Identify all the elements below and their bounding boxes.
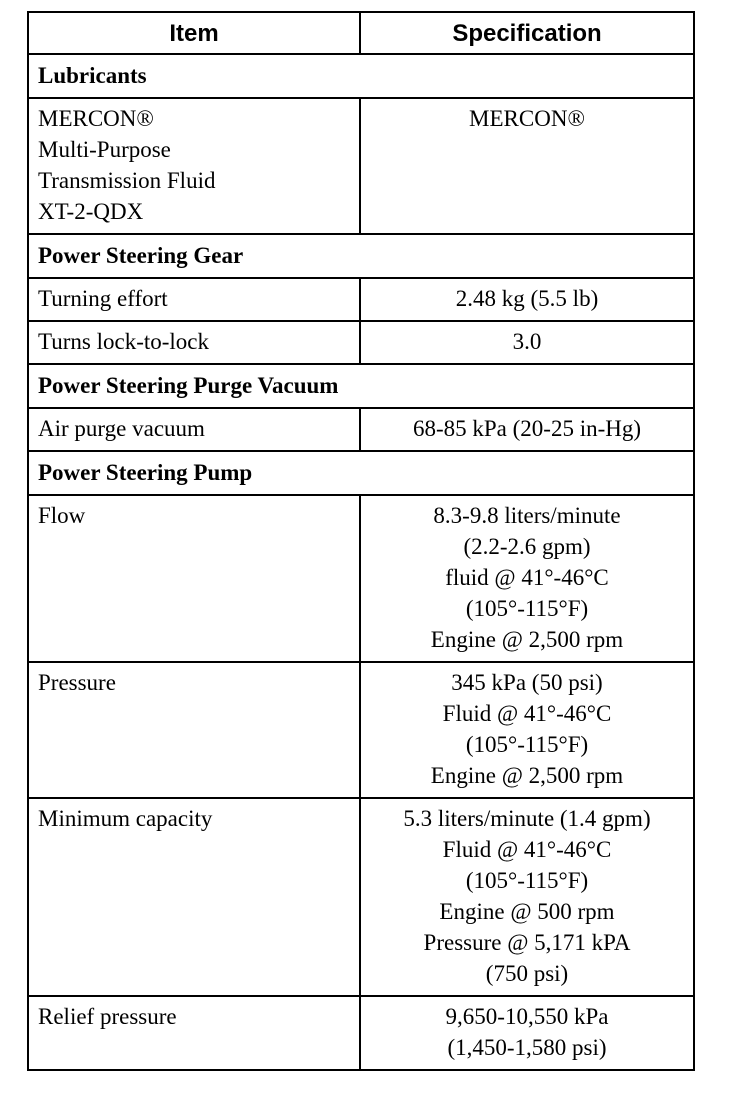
specification-text: (2.2-2.6 gpm)	[463, 534, 591, 559]
specification-text: Pressure @ 5,171 kPA	[423, 930, 631, 955]
item-text: Flow	[38, 503, 86, 528]
specification-text: (105°-115°F)	[465, 868, 589, 893]
section-row-pump	[28, 451, 694, 495]
table-row	[28, 996, 694, 1070]
specification-text: Engine @ 2,500 rpm	[430, 763, 624, 788]
table-row	[28, 662, 694, 798]
item-text: MERCON®	[38, 106, 154, 131]
specification-text: 8.3-9.8 liters/minute	[433, 503, 621, 528]
item-text: Relief pressure	[38, 1004, 177, 1029]
item-cell	[28, 996, 360, 1070]
specification-text: (105°-115°F)	[465, 732, 589, 757]
specification-text: 345 kPa (50 psi)	[451, 670, 603, 695]
item-cell	[28, 278, 360, 321]
section-row-lubricants	[28, 54, 694, 98]
section-title-purge: Power Steering Purge Vacuum	[28, 364, 694, 408]
table-row	[28, 278, 694, 321]
specification-cell	[360, 98, 694, 234]
item-text: Transmission Fluid	[38, 168, 216, 193]
specification-text: MERCON®	[469, 106, 585, 131]
specification-text: Engine @ 2,500 rpm	[430, 627, 624, 652]
item-text: Multi-Purpose	[38, 137, 171, 162]
section-title-lubricants: Lubricants	[28, 54, 694, 98]
specification-cell	[360, 798, 694, 996]
specification-cell	[360, 321, 694, 364]
table-row	[28, 798, 694, 996]
specification-text: (105°-115°F)	[465, 596, 589, 621]
item-cell	[28, 495, 360, 662]
section-title-gear: Power Steering Gear	[28, 234, 694, 278]
specification-cell	[360, 408, 694, 451]
specification-column-header: Specification	[360, 12, 694, 54]
item-cell	[28, 662, 360, 798]
specification-text: 68-85 kPa (20-25 in-Hg)	[412, 416, 642, 441]
item-cell	[28, 798, 360, 996]
item-text: Minimum capacity	[38, 806, 213, 831]
section-title-pump: Power Steering Pump	[28, 451, 694, 495]
table-row	[28, 408, 694, 451]
specification-cell	[360, 495, 694, 662]
specification-text: (750 psi)	[485, 961, 569, 986]
specification-text: (1,450-1,580 psi)	[447, 1035, 607, 1060]
item-text: Pressure	[38, 670, 116, 695]
table-row	[28, 495, 694, 662]
item-column-header: Item	[28, 12, 360, 54]
item-text: Air purge vacuum	[38, 416, 205, 441]
specification-text: 9,650-10,550 kPa	[445, 1004, 609, 1029]
item-cell	[28, 98, 360, 234]
specification-cell	[360, 278, 694, 321]
specification-text: 3.0	[512, 329, 542, 354]
specification-text: 5.3 liters/minute (1.4 gpm)	[403, 806, 651, 831]
item-cell	[28, 408, 360, 451]
header-row	[28, 12, 694, 54]
table-row	[28, 321, 694, 364]
item-text: XT-2-QDX	[38, 199, 144, 224]
item-text: Turning effort	[38, 286, 168, 311]
specification-text: Engine @ 500 rpm	[439, 899, 615, 924]
specification-cell	[360, 662, 694, 798]
specification-text: Fluid @ 41°-46°C	[442, 837, 612, 862]
specification-table	[27, 11, 695, 1071]
specification-text: fluid @ 41°-46°C	[445, 565, 609, 590]
specification-cell	[360, 996, 694, 1070]
section-row-purge	[28, 364, 694, 408]
item-text: Turns lock-to-lock	[38, 329, 210, 354]
section-row-gear	[28, 234, 694, 278]
table-row	[28, 98, 694, 234]
specification-text: Fluid @ 41°-46°C	[442, 701, 612, 726]
specification-text: 2.48 kg (5.5 lb)	[455, 286, 599, 311]
item-cell	[28, 321, 360, 364]
